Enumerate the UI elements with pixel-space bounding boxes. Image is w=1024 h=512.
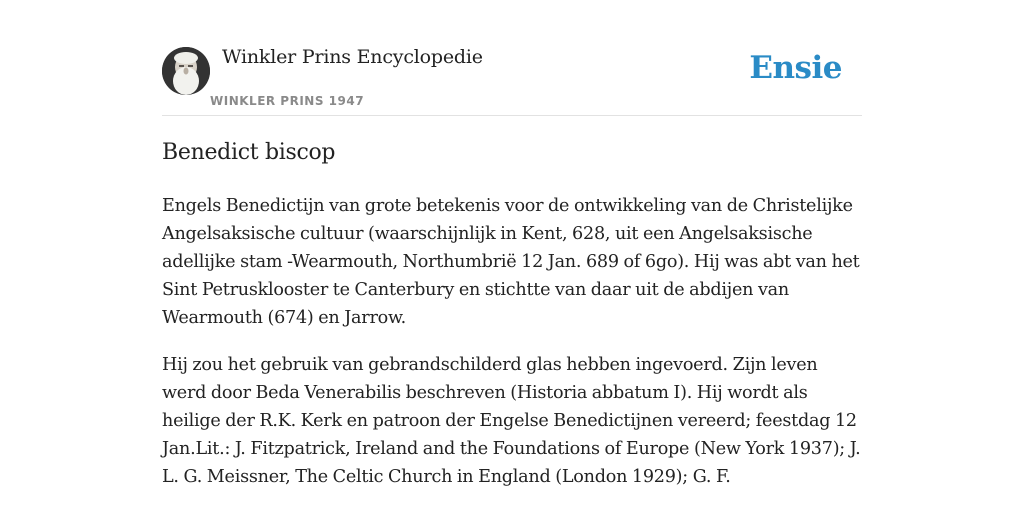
article-paragraph-2: Hij zou het gebruik van gebrandschilderd glas hebben ingevoerd. Zijn leven werd door Beda Venerabilis beschreven (Historia abbatum I). Hij wordt als heilige der R.K. Kerk en patroon der Engelse Benedictijnen vereerd; feestdag 12 Jan.Lit.: J. Fitzpatrick, Ireland and the Foundations of Europe (New York 1937); J. L. G. Meissner, The Celtic Church in England (London 1929); G. F. bbox=[162, 355, 861, 487]
edition-label[interactable]: WINKLER PRINS 1947 bbox=[210, 94, 365, 108]
portrait-icon bbox=[162, 47, 210, 95]
article-title: Benedict biscop bbox=[162, 140, 336, 165]
site-name[interactable]: Winkler Prins Encyclopedie bbox=[222, 46, 483, 68]
brand-logo[interactable]: Ensie bbox=[749, 50, 842, 86]
author-avatar[interactable] bbox=[162, 47, 210, 95]
article-paragraph-1: Engels Benedictijn van grote betekenis voor de ontwikkeling van de Christelijke Angelsaksische cultuur (waarschijnlijk in Kent, 628, uit een Angelsaksische adellijke stam -Wearmouth, Northumbrië 12 Jan. 689 of 6go). Hij was abt van het Sint Petrusklooster te Canterbury en stichtte van daar uit de abdijen van Wearmouth (674) en Jarrow. bbox=[162, 196, 860, 328]
site-header bbox=[162, 0, 862, 116]
